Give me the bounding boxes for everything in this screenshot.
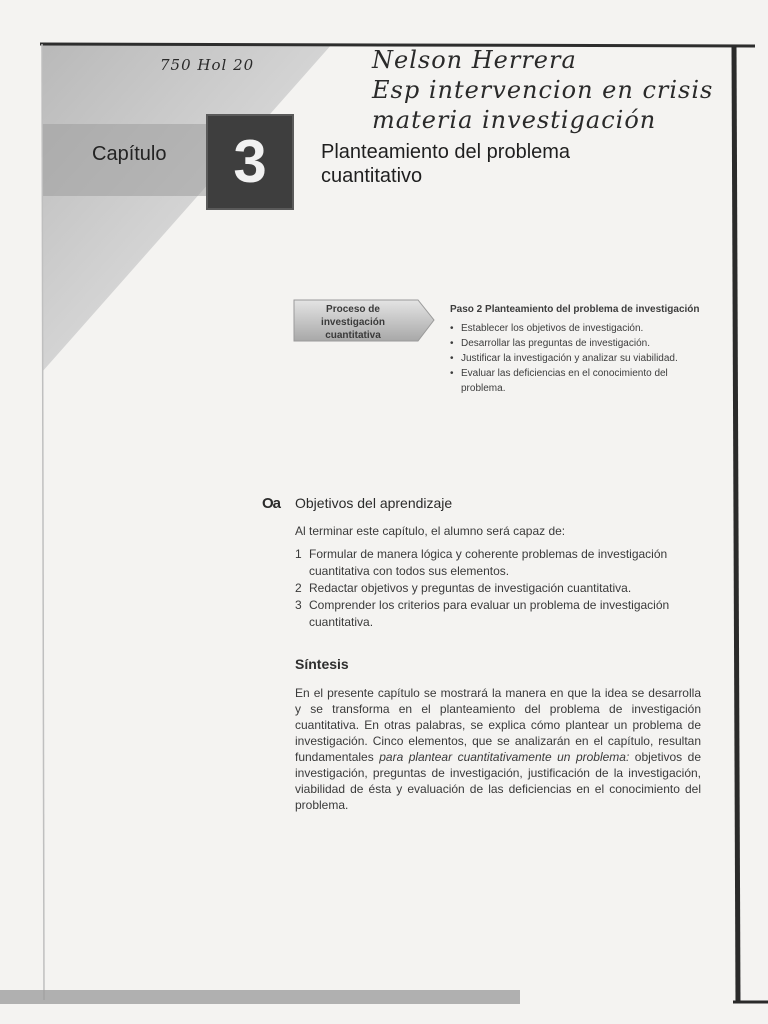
synthesis-text-end: objetivos de investigación, preguntas de investigación, justificación de la investigación, viabilidad de ésta y evaluación de las deficiencias en el conocimiento del problema.	[295, 750, 701, 812]
right-border	[734, 46, 738, 1002]
objectives-title: Objetivos del aprendizaje	[295, 495, 453, 511]
objective-text: Formular de manera lógica y coherente problemas de investigación cuantitativa con todos sus elementos.	[309, 547, 668, 578]
step-item: • Justificar la investigación y analizar su viabilidad.	[450, 351, 710, 366]
handwritten-name: Nelson Herrera	[372, 46, 577, 74]
chapter-title-line: cuantitativo	[321, 165, 423, 187]
objective-number: 2	[295, 581, 302, 595]
step-box	[450, 304, 710, 396]
handwritten-specialty: Esp intervencion en crisis	[372, 76, 714, 104]
objective-item	[295, 546, 695, 580]
bottom-smudge-bar	[0, 990, 520, 1004]
synthesis-emphasis: para plantear cuantitativamente un problema:	[379, 750, 630, 764]
objectives-intro: Al terminar este capítulo, el alumno será capaz de:	[295, 524, 566, 538]
synthesis-paragraph	[295, 685, 701, 813]
step-item: • Evaluar las deficiencias en el conocimiento del problema.	[450, 366, 710, 396]
chapter-label: Capítulo	[92, 143, 167, 165]
objective-item	[295, 597, 695, 631]
step-item: • Desarrollar las preguntas de investigación.	[450, 336, 710, 351]
synthesis-title: Síntesis	[295, 656, 349, 672]
step-heading: Paso 2 Planteamiento del problema de investigación	[450, 304, 700, 315]
objectives-list	[295, 546, 695, 631]
objective-item	[295, 580, 695, 597]
chapter-title-line: Planteamiento del problema	[321, 141, 571, 163]
handwritten-subject: materia investigación	[372, 106, 657, 134]
process-label: Proceso de investigación cuantitativa	[321, 304, 385, 341]
objective-text: Redactar objetivos y preguntas de investigación cuantitativa.	[309, 581, 632, 595]
chapter-title	[321, 140, 651, 188]
step-list	[450, 321, 710, 396]
chapter-number: 3	[233, 128, 267, 195]
objectives-icon: Oa	[262, 495, 281, 512]
chapter-number-box	[206, 114, 294, 210]
objective-number: 1	[295, 547, 302, 561]
objective-number: 3	[295, 598, 302, 612]
handwritten-note: 750 Hol 20	[160, 56, 255, 74]
synthesis-text-start: En el presente capítulo se mostrará la manera en que la idea se desarrolla y se transforma en el planteamiento del problema de investigación cuantitativa. En otras palabras, se explica cómo plantear un problema de investigación. Cinco elementos, que se analizarán en el capítulo, resultan fundamentales	[295, 686, 701, 764]
step-item: • Establecer los objetivos de investigación.	[450, 321, 710, 336]
objective-text: Comprender los criterios para evaluar un problema de investigación cuantitativa.	[309, 598, 670, 629]
